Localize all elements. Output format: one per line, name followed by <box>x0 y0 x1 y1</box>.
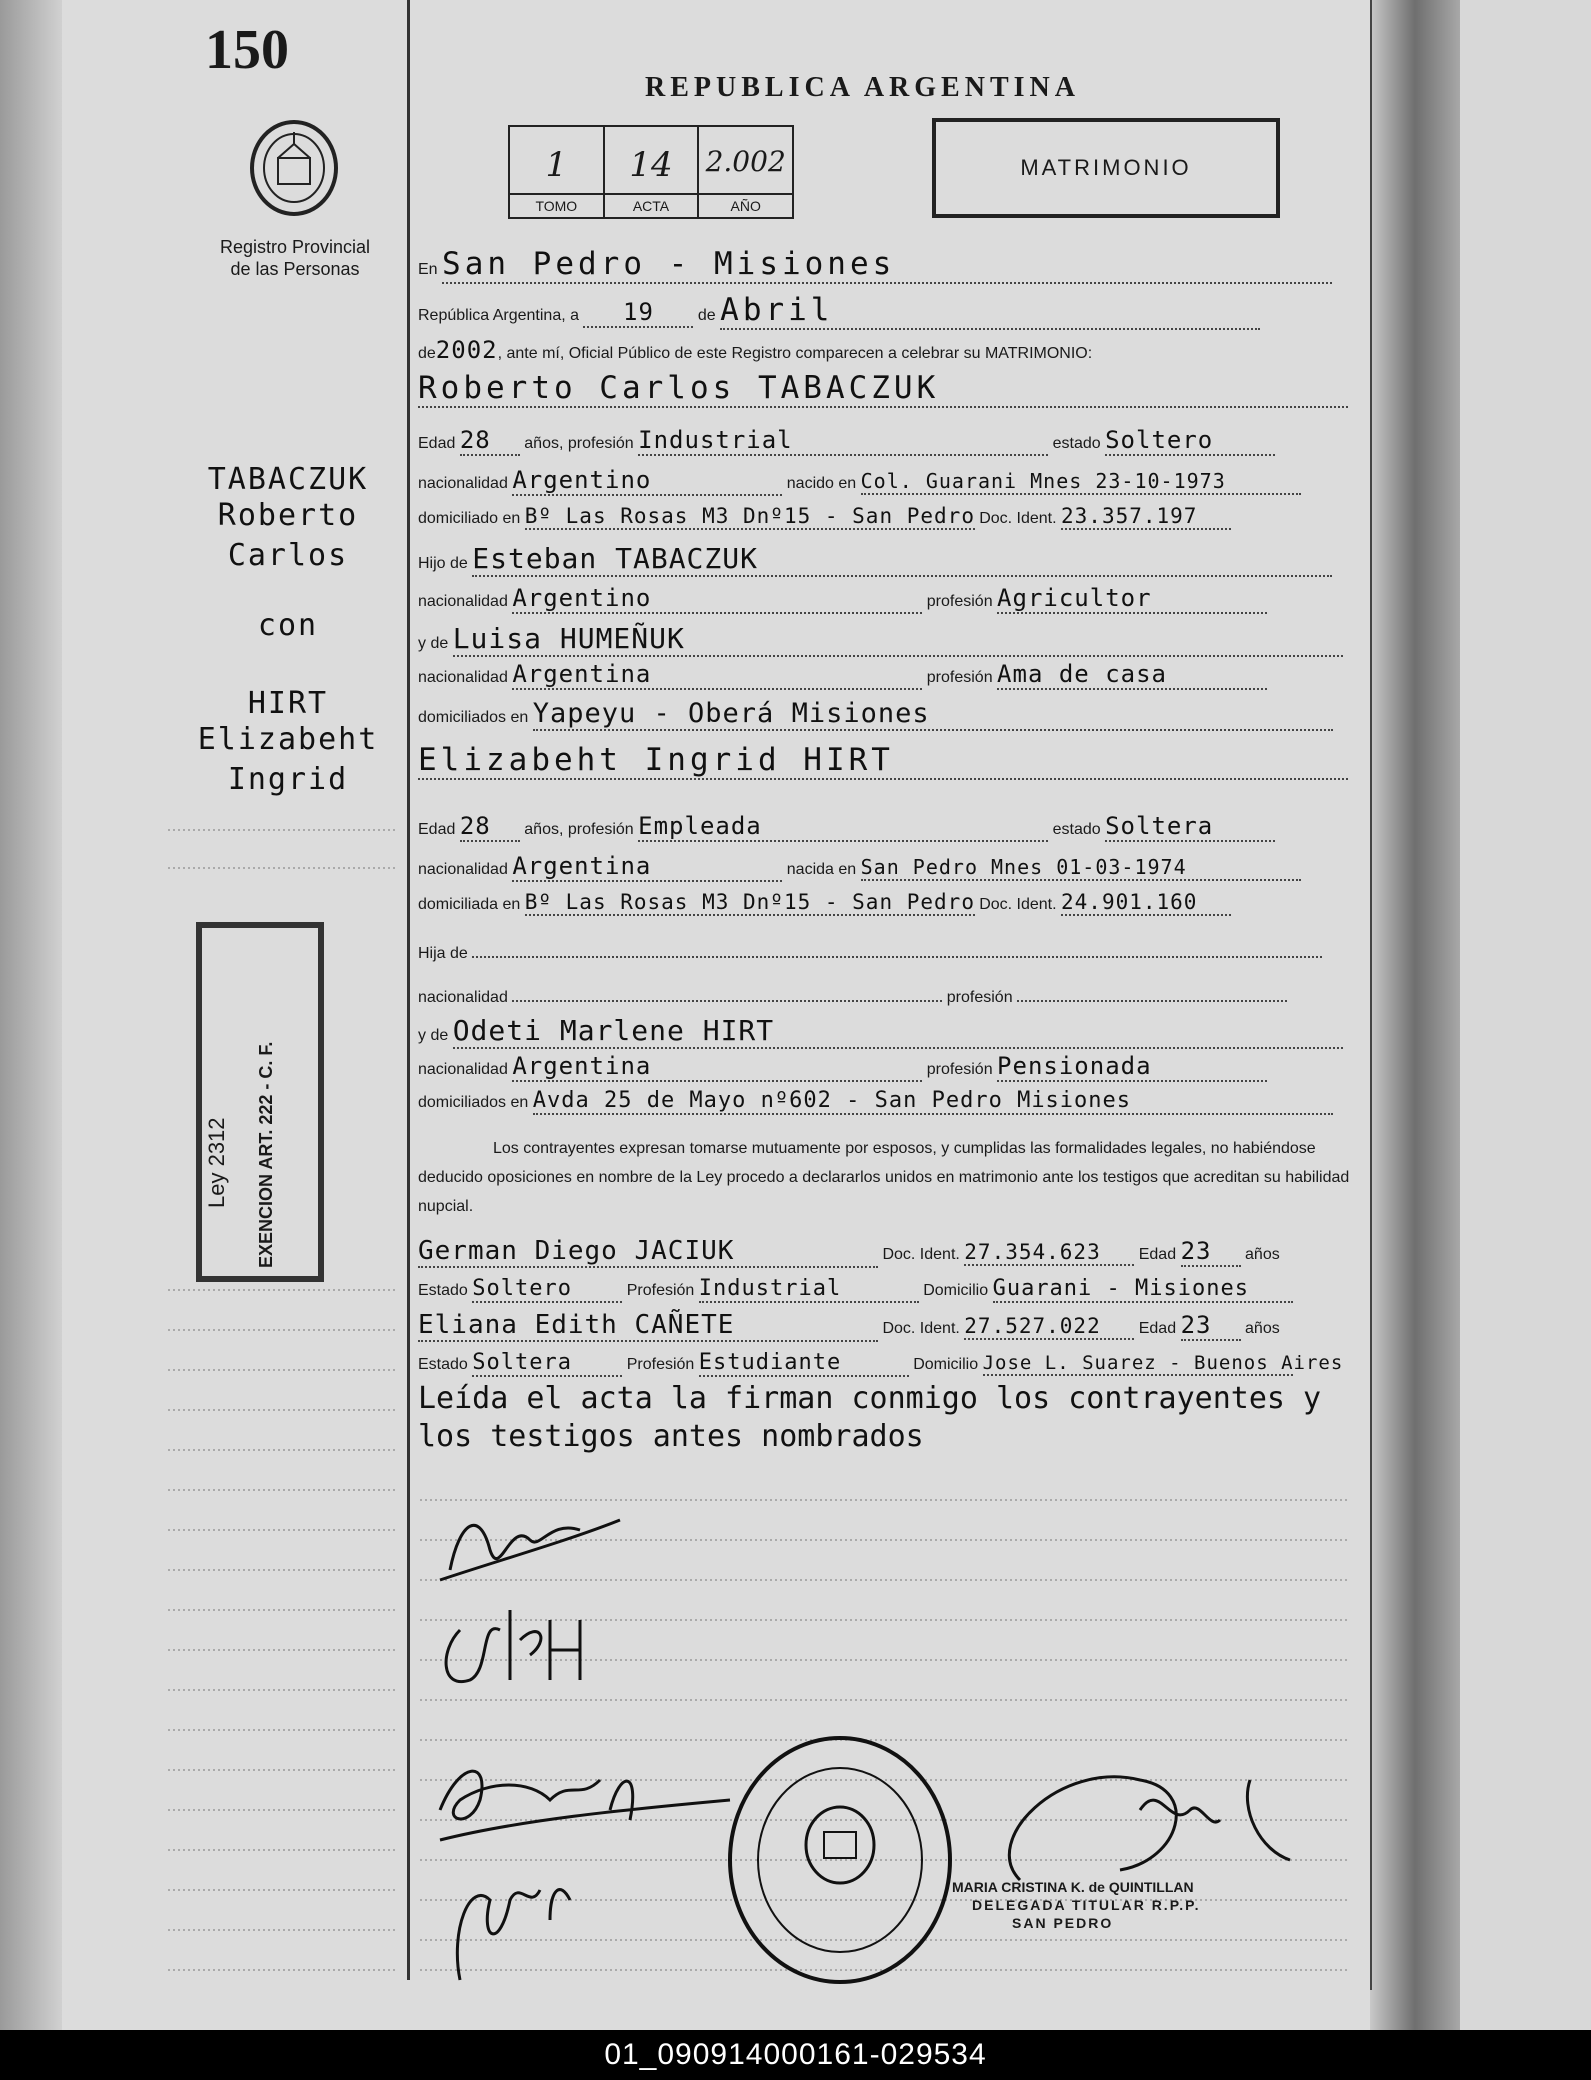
de-label-2: de <box>418 345 436 362</box>
nacida-label: nacida en <box>786 861 857 878</box>
republica-label: República Argentina, a <box>418 307 579 324</box>
witness-1-doc: 27.354.623 <box>964 1240 1134 1266</box>
domiciliados-label: domiciliados en <box>418 709 529 726</box>
signature-witness-1-icon <box>440 1771 730 1840</box>
de-label: de <box>697 307 716 324</box>
bride-parents-domicile: Avda 25 de Mayo nº602 - San Pedro Misiones <box>533 1088 1333 1115</box>
bride-born: San Pedro Mnes 01-03-1974 <box>861 855 1301 881</box>
bride-name: Elizabeht Ingrid HIRT <box>418 742 1348 780</box>
anos-profesion-label: años, profesión <box>524 435 634 452</box>
official-name-stamp <box>952 1878 1201 1932</box>
doc-label: Doc. Ident. <box>979 896 1057 913</box>
record-type-box: MATRIMONIO <box>932 118 1280 218</box>
estado-cap-label: Estado <box>418 1282 468 1299</box>
margin-groom-first: Roberto <box>217 498 359 533</box>
year-value: 2002 <box>435 336 498 364</box>
groom-mother: Luisa HUMEÑUK <box>453 622 1343 657</box>
nacionalidad-label: nacionalidad <box>418 1061 508 1078</box>
profesion-label: profesión <box>926 669 993 686</box>
anos-label: años <box>1245 1246 1280 1263</box>
nacionalidad-label: nacionalidad <box>418 593 508 610</box>
groom-mother-profession: Ama de casa <box>997 660 1267 690</box>
domicilio-label: Domicilio <box>923 1282 989 1299</box>
official-name: MARIA CRISTINA K. de QUINTILLAN <box>952 1879 1194 1895</box>
stamp-ley: Ley 2312 <box>204 1117 229 1208</box>
profesion-label: profesión <box>926 593 993 610</box>
official-seal-icon <box>730 1738 950 1982</box>
witness-2-status: Soltera <box>472 1350 622 1377</box>
domicilio-label: Domicilio <box>913 1356 979 1373</box>
nacionalidad-label: nacionalidad <box>418 989 508 1006</box>
closing-statement: Leída el acta la firman conmigo los contrayentes y los testigos antes nombrados <box>418 1381 1322 1454</box>
bride-domicile: Bº Las Rosas M3 Dnº15 - San Pedro <box>524 890 975 914</box>
registry-line-2: de las Personas <box>230 259 360 279</box>
groom-age: 28 <box>460 426 520 456</box>
groom-father-profession: Agricultor <box>997 584 1267 614</box>
en-label: En <box>418 261 438 278</box>
country-heading: REPUBLICA ARGENTINA <box>645 72 1080 103</box>
groom-born: Col. Guarani Mnes 23-10-1973 <box>861 469 1301 495</box>
groom-profession: Industrial <box>638 426 1048 456</box>
domiciliado-label: domiciliado en <box>418 510 521 527</box>
ano-value: 2.002 <box>705 145 786 178</box>
day-value: 19 <box>583 298 693 328</box>
declaration-paragraph: Los contrayentes expresan tomarse mutuamente por esposos, y cumplidas las formalidades legales, no habiéndose deducido oposiciones en nombre de la Ley procedo a declararlos unidos en matrimonio ante los testigos que acreditan su habilidad nupcial. <box>418 1140 1350 1215</box>
profesion-cap-label: Profesión <box>626 1282 695 1299</box>
doc-label: Doc. Ident. <box>882 1246 960 1263</box>
signatures-area <box>420 1480 1370 2000</box>
witness-2-age: 23 <box>1181 1311 1241 1341</box>
bride-status: Soltera <box>1105 812 1275 842</box>
signature-official-icon <box>1009 1777 1290 1880</box>
signature-bride-icon <box>446 1610 580 1682</box>
nacionalidad-label: nacionalidad <box>418 669 508 686</box>
stamp-exencion: EXENCION ART. 222 - C. F. <box>256 1041 276 1268</box>
groom-domicile: Bº Las Rosas M3 Dnº15 - San Pedro <box>524 504 975 528</box>
anos-label: años <box>1245 1320 1280 1337</box>
profesion-cap-label: Profesión <box>626 1356 695 1373</box>
signature-groom-icon <box>440 1520 620 1580</box>
groom-mother-nationality: Argentina <box>512 660 922 690</box>
profesion-label: profesión <box>946 989 1013 1006</box>
hija-label: Hija de <box>418 945 468 962</box>
margin-groom-surname: TABACZUK <box>207 462 369 497</box>
bride-profession: Empleada <box>638 812 1048 842</box>
groom-nationality: Argentino <box>512 466 782 496</box>
groom-doc: 23.357.197 <box>1061 504 1231 530</box>
witness-2-domicile: Jose L. Suarez - Buenos Aires <box>982 1352 1344 1374</box>
groom-status: Soltero <box>1105 426 1275 456</box>
margin-groom-second: Carlos <box>227 538 349 573</box>
y-de-label: y de <box>418 1027 449 1044</box>
anos-profesion-label: años, profesión <box>524 821 634 838</box>
witness-1-age: 23 <box>1181 1237 1241 1267</box>
groom-name: Roberto Carlos TABACZUK <box>418 370 1348 408</box>
margin-bride-surname: HIRT <box>247 686 329 721</box>
groom-father: Esteban TABACZUK <box>472 542 1332 577</box>
edad-label: Edad <box>1138 1320 1177 1337</box>
acta-label: ACTA <box>605 193 698 217</box>
witness-2-doc: 27.527.022 <box>964 1314 1134 1340</box>
domiciliados-label: domiciliados en <box>418 1094 529 1111</box>
y-de-label: y de <box>418 635 449 652</box>
page-number: 150 <box>205 19 289 81</box>
bride-mother-profession: Pensionada <box>997 1052 1267 1082</box>
estado-label: estado <box>1052 821 1101 838</box>
bride-mother: Odeti Marlene HIRT <box>453 1014 1343 1049</box>
hijo-label: Hijo de <box>418 555 468 572</box>
intro-text: , ante mí, Oficial Público de este Registro comparecen a celebrar su MATRIMONIO: <box>497 345 1093 362</box>
ano-label: AÑO <box>699 193 792 217</box>
margin-con: con <box>257 608 319 643</box>
signature-witness-2-icon <box>457 1890 570 1980</box>
scan-id-footer: 01_090914000161-029534 <box>0 2030 1591 2080</box>
bride-doc: 24.901.160 <box>1061 890 1231 916</box>
witness-1-name: German Diego JACIUK <box>418 1236 878 1268</box>
witness-1-profession: Industrial <box>699 1276 919 1303</box>
domiciliada-label: domiciliada en <box>418 896 521 913</box>
witness-2-profession: Estudiante <box>699 1350 909 1377</box>
margin-bride-second: Ingrid <box>227 762 349 797</box>
witness-2-name: Eliana Edith CAÑETE <box>418 1310 878 1342</box>
groom-father-nationality: Argentino <box>512 584 922 614</box>
tomo-value: 1 <box>545 145 568 185</box>
bride-age: 28 <box>460 812 520 842</box>
place-value: San Pedro - Misiones <box>442 246 1332 284</box>
edad-label: Edad <box>418 435 456 452</box>
registry-line-1: Registro Provincial <box>219 237 371 257</box>
official-title: DELEGADA TITULAR R.P.P. <box>972 1897 1201 1913</box>
acta-value: 14 <box>629 145 673 185</box>
official-place: SAN PEDRO <box>1012 1915 1114 1931</box>
bride-nationality: Argentina <box>512 852 782 882</box>
tomo-label: TOMO <box>510 193 603 217</box>
bride-mother-nationality: Argentina <box>512 1052 922 1082</box>
witness-1-status: Soltero <box>472 1276 622 1303</box>
estado-label: estado <box>1052 435 1101 452</box>
edad-label: Edad <box>418 821 456 838</box>
profesion-label: profesión <box>926 1061 993 1078</box>
nacionalidad-label: nacionalidad <box>418 861 508 878</box>
doc-label: Doc. Ident. <box>979 510 1057 527</box>
nacionalidad-label: nacionalidad <box>418 475 508 492</box>
estado-cap-label: Estado <box>418 1356 468 1373</box>
groom-parents-domicile: Yapeyu - Oberá Misiones <box>533 698 1333 731</box>
witness-1-domicile: Guarani - Misiones <box>993 1276 1293 1303</box>
margin-bride-first: Elizabeht <box>197 722 379 757</box>
doc-label: Doc. Ident. <box>882 1320 960 1337</box>
month-value: Abril <box>720 292 1260 330</box>
edad-label: Edad <box>1138 1246 1177 1263</box>
nacido-label: nacido en <box>786 475 857 492</box>
